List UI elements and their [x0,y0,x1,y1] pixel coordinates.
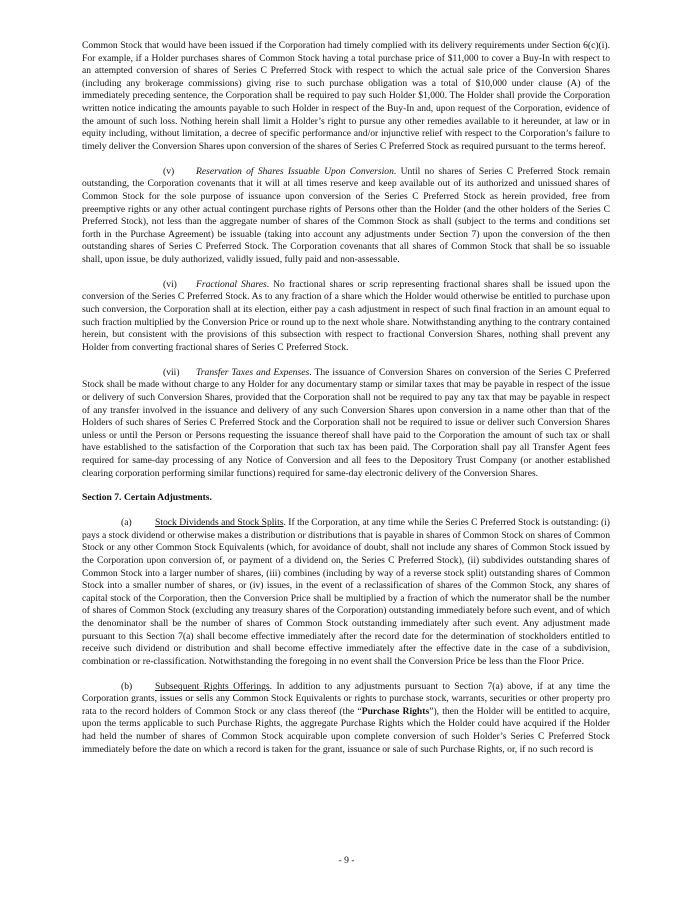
document-page [82,40,610,756]
item-text-continued: ”), then the Holder will be entitled to acquire, upon the terms applicable to such Purchase Rights, the aggregate Purchase Rights which the Holder could have acquired if the Holder had held the number of shares of Common Stock acquirable upon complete conversion of such Holder’s Series C Preferred Stock immediately before the date on which a record is taken for the grant, issuance or sale of such Purchase Rights, or, if no such record is [82,705,611,755]
item-text: . If the Corporation, at any time while the Series C Preferred Stock is outstanding: (i) pays a stock dividend or otherwise makes a distribution or distributions that is payable in shares of Common Stock on shares of Common Stock or any other Common Stock Equivalents (which, for avoidance of doubt, shall not include any shares of Common Stock issued by the Corporation upon conversion of, or payment of a dividend on, the Series C Preferred Stock), (ii) subdivides outstanding shares of Common Stock into a larger number of shares, (iii) combines (including by way of a reverse stock split) outstanding shares of Common Stock into a smaller number of shares, or (iv) issues, in the event of a reclassification of shares of the Common Stock, any shares of capital stock of the Corporation, then the Conversion Price shall be multiplied by a fraction of which the numerator shall be the number of shares of Common Stock (excluding any treasury shares of the Corporation) outstanding immediately before such event, and of which the denominator shall be the number of shares of Common Stock outstanding immediately after such event. Any adjustment made pursuant to this Section 7(a) shall become effective immediately after the record date for the determination of stockholders entitled to receive such dividend or distribution and shall become effective immediately after the effective date in the case of a subdivision, combination or re-classification. Notwithstanding the foregoing in no event shall the Conversion Price be less than the Floor Price. [82,517,611,667]
item-title: Subsequent Rights Offerings [155,680,270,692]
item-title: Reservation of Shares Issuable Upon Conversion [196,165,394,177]
section-heading [82,492,610,505]
continuation-paragraph: Common Stock that would have been issued if the Corporation had timely complied with its delivery requirements under Section 6(c)(i). For example, if a Holder purchases shares of Common Stock having a total purchase price of $11,000 to cover a Buy-In with respect to an attempted conversion of shares of Series C Preferred Stock with respect to which the actual sale price of the Conversion Shares (including any brokerage commissions) giving rise to such purchase obligation was a total of $10,000 under clause (A) of the immediately preceding sentence, the Corporation shall be required to pay such Holder $1,000. The Holder shall provide the Corporation written notice indicating the amounts payable to such Holder in respect of the Buy-In and, upon request of the Corporation, evidence of the amount of such loss. Nothing herein shall limit a Holder’s right to pursue any other remedies available to it hereunder, at law or in equity including, without limitation, a decree of specific performance and/or injunctive relief with respect to the Corporation’s failure to timely deliver the Conversion Shares upon conversion of the shares of Series C Preferred Stock as required pursuant to the terms hereof. [82,40,610,152]
defined-term: Purchase Rights [361,705,430,717]
item-number: (v) [163,165,175,177]
paragraph-a [82,517,610,668]
item-number: (vi) [163,278,177,290]
item-text: . Until no shares of Series C Preferred Stock remain outstanding, the Corporation covenants that it will at all times reserve and keep available out of its authorized and unissued shares of Common Stock for the sole purpose of issuance upon conversion of the Series C Preferred Stock as herein provided, free from preemptive rights or any other actual contingent purchase rights of Persons other than the Holder (and the other holders of the Series C Preferred Stock), not less than the aggregate number of shares of the Common Stock as shall (subject to the terms and conditions set forth in the Purchase Agreement) be issuable (taking into account any adjustments under Section 7) upon the conversion of the then outstanding shares of Series C Preferred Stock. The Corporation covenants that all shares of Common Stock that shall be so issuable shall, upon issue, be duly authorized, validly issued, fully paid and non-assessable. [82,165,610,265]
item-title: Transfer Taxes and Expenses [196,366,310,378]
item-text: . The issuance of Conversion Shares on conversion of the Series C Preferred Stock shall be made without charge to any Holder for any documentary stamp or similar taxes that may be payable in respect of the issue or delivery of such Conversion Shares, provided that the Corporation shall not be required to pay any tax that may be payable in respect of any transfer involved in the issuance and delivery of any such Conversion Shares upon conversion in a name other than that of the Holders of such shares of Series C Preferred Stock and the Corporation shall not be required to issue or deliver such Conversion Shares unless or until the Person or Persons requesting the issuance thereof shall have paid to the Corporation the amount of such tax or shall have established to the satisfaction of the Corporation that such tax has been paid. The Corporation shall pay all Transfer Agent fees required for same-day processing of any Notice of Conversion and all fees to the Depository Trust Company (or another established clearing corporation performing similar functions) required for same-day electronic delivery of the Conversion Shares. [82,366,610,479]
item-number: (b) [121,680,133,692]
item-text: . No fractional shares or scrip representing fractional shares shall be issued upon the conversion of the Series C Preferred Stock. As to any fraction of a share which the Holder would otherwise be entitled to purchase upon such conversion, the Corporation shall at its election, either pay a cash adjustment in respect of such final fraction in an amount equal to such fraction multiplied by the Conversion Price or round up to the next whole share. Notwithstanding anything to the contrary contained herein, but consistent with the provisions of this subsection with respect to fractional Conversion Shares, nothing shall prevent any Holder from converting fractional shares of Series C Preferred Stock. [82,278,610,353]
paragraph-v [82,166,610,267]
item-number: (a) [121,517,132,529]
section-title: Certain Adjustments. [124,492,212,504]
section-number: Section 7. [82,492,122,504]
item-text: . In addition to any adjustments pursuant to Section 7(a) above, if at any time the Corporation grants, issues or sells any Common Stock Equivalents or rights to purchase stock, warrants, securities or other property pro rata to the record holders of Common Stock or any class thereof (the “ [82,680,610,717]
page-number: - 9 - [338,855,355,866]
item-title: Fractional Shares [196,278,267,290]
item-number: (vii) [163,366,180,378]
paragraph-vi [82,279,610,355]
paragraph-b [82,681,610,757]
paragraph-vii [82,367,610,480]
item-title: Stock Dividends and Stock Splits [155,517,284,529]
